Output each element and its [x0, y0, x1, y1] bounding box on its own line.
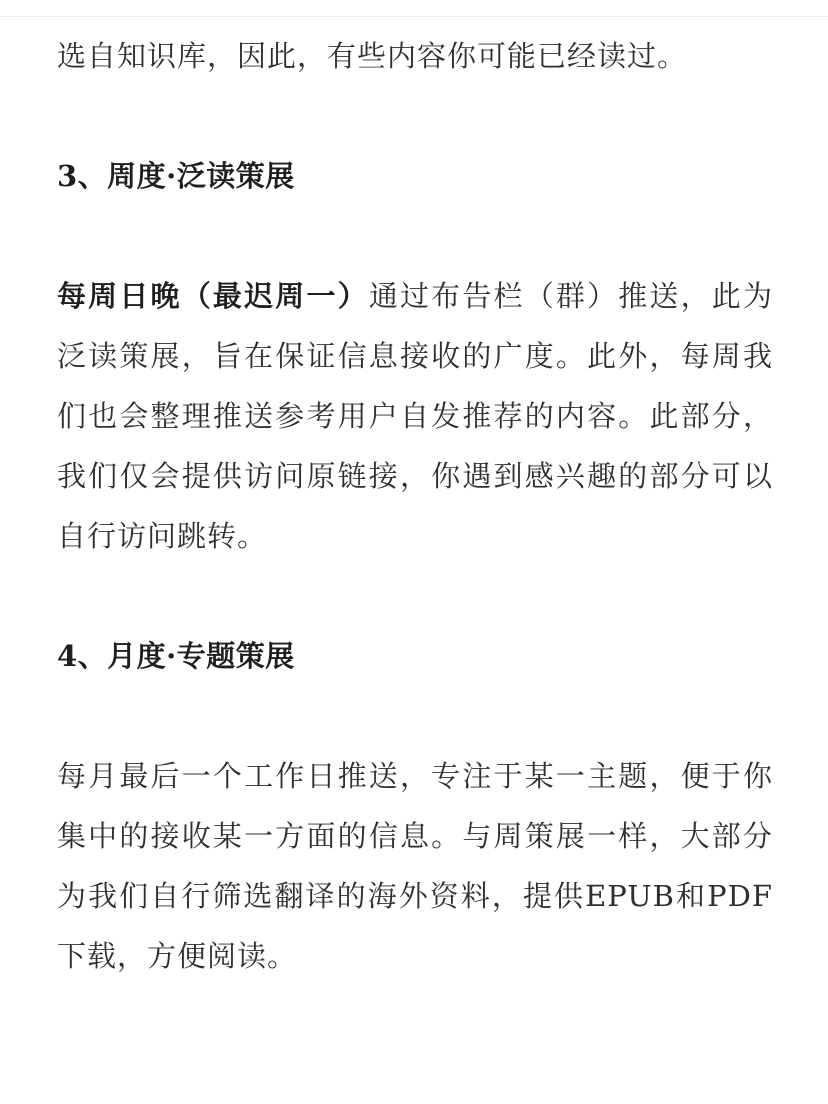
spacer [57, 686, 773, 746]
spacer [57, 86, 773, 146]
section-3-lead-bold: 每周日晚（最迟周一） [57, 279, 369, 313]
spacer [57, 566, 773, 626]
top-divider [0, 16, 828, 17]
section-3-heading: 3、周度·泛读策展 [57, 159, 295, 193]
section-3-paragraph [57, 266, 773, 566]
section-3-body: 通过布告栏（群）推送，此为泛读策展，旨在保证信息接收的广度。此外，每周我们也会整理推送参考用户自发推荐的内容。此部分，我们仅会提供访问原链接，你遇到感兴趣的部分可以自行访问跳转。 [57, 279, 773, 553]
article-body [57, 26, 773, 986]
section-4-paragraph: 每月最后一个工作日推送，专注于某一主题，便于你集中的接收某一方面的信息。与周策展一样，大部分为我们自行筛选翻译的海外资料，提供EPUB和PDF下载，方便阅读。 [57, 759, 773, 973]
intro-paragraph: 选自知识库，因此，有些内容你可能已经读过。 [57, 39, 688, 73]
section-4-heading: 4、月度·专题策展 [57, 639, 295, 673]
spacer [57, 206, 773, 266]
